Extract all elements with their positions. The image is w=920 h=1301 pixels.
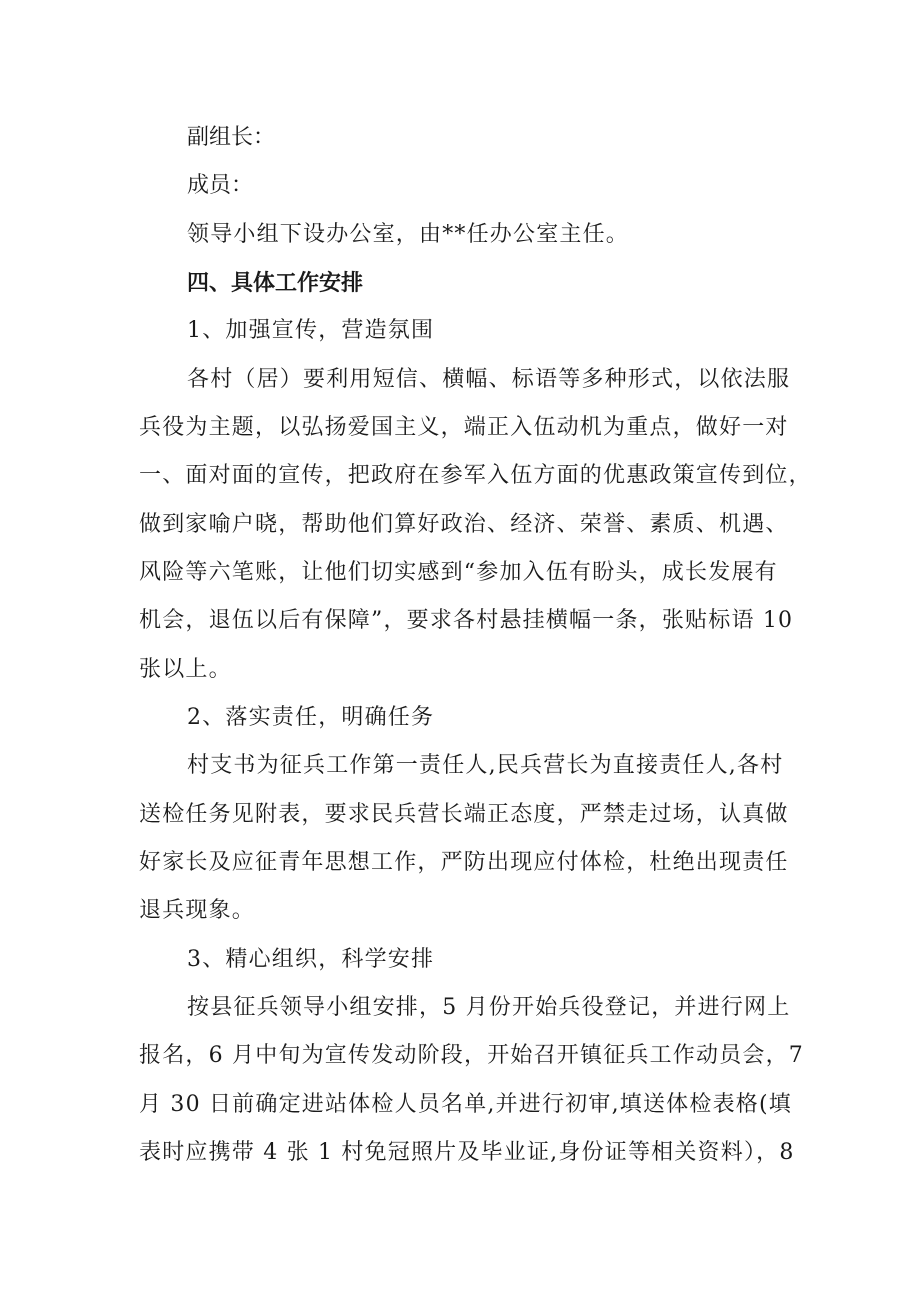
paragraph-line: 退兵现象。 <box>139 898 256 923</box>
paragraph-line: 做到家喻户晓，帮助他们算好政治、经济、荣誉、素质、机遇、 <box>139 512 789 537</box>
paragraph-line: 报名，6 月中旬为宣传发动阶段，开始召开镇征兵工作动员会，7 <box>139 1043 804 1068</box>
subheading-3: 3、精心组织，科学安排 <box>187 947 435 972</box>
subheading-1: 1、加强宣传，营造氛围 <box>187 318 435 343</box>
paragraph-line: 好家长及应征青年思想工作，严防出现应付体检，杜绝出现责任 <box>139 850 789 875</box>
paragraph-line: 各村（居）要利用短信、横幅、标语等多种形式，以依法服 <box>187 367 791 392</box>
office-line: 领导小组下设办公室，由**任办公室主任。 <box>187 222 630 247</box>
paragraph-line: 按县征兵领导小组安排，5 月份开始兵役登记，并进行网上 <box>187 995 791 1020</box>
paragraph-line: 兵役为主题，以弘扬爱国主义，端正入伍动机为重点，做好一对 <box>139 415 789 440</box>
subheading-2: 2、落实责任，明确任务 <box>187 705 435 730</box>
members-line: 成员： <box>187 173 254 198</box>
paragraph-line: 表时应携带 4 张 1 村免冠照片及毕业证,身份证等相关资料），8 <box>139 1140 795 1165</box>
paragraph-line: 送检任务见附表，要求民兵营长端正态度，严禁走过场，认真做 <box>139 802 789 827</box>
vice-leader-line: 副组长： <box>187 125 276 150</box>
paragraph-line: 张以上。 <box>139 657 232 682</box>
paragraph-line: 风险等六笔账，让他们切实感到“参加入伍有盼头，成长发展有 <box>139 560 778 585</box>
section-heading-4: 四、具体工作安排 <box>187 270 364 296</box>
paragraph-line: 村支书为征兵工作第一责任人,民兵营长为直接责任人,各村 <box>187 753 784 778</box>
paragraph-line: 一、面对面的宣传，把政府在参军入伍方面的优惠政策宣传到位， <box>139 463 812 488</box>
paragraph-line: 月 30 日前确定进站体检人员名单,并进行初审,填送体检表格(填 <box>139 1092 792 1117</box>
paragraph-line: 机会，退伍以后有保障”，要求各村悬挂横幅一条，张贴标语 10 <box>139 608 794 633</box>
